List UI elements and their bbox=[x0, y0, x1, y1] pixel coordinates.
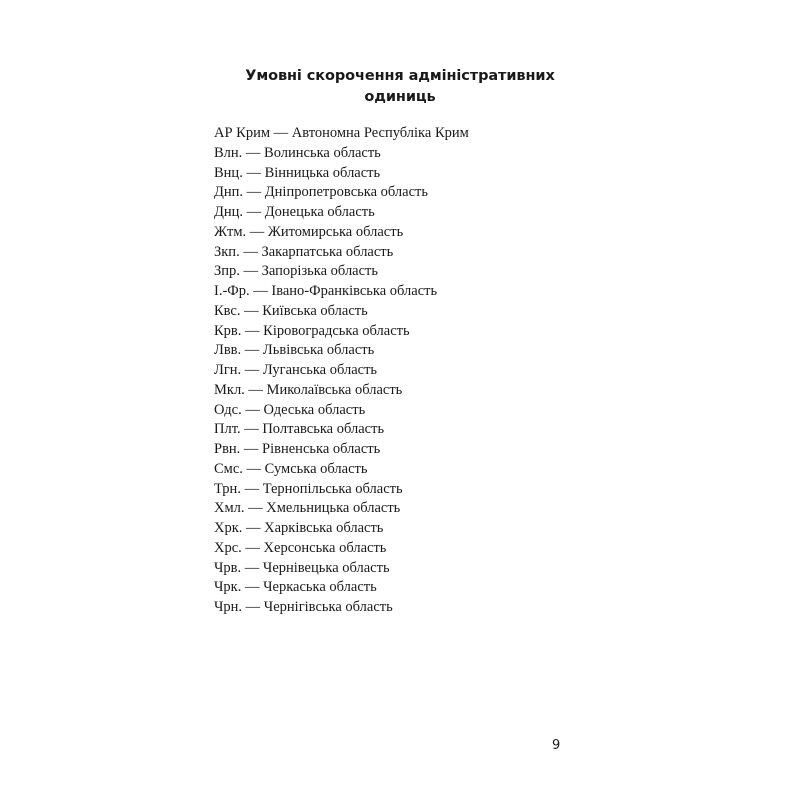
list-item: Смс. — Сумська область bbox=[214, 460, 368, 477]
list-item: І.-Фр. — Івано-Франківська область bbox=[214, 283, 438, 299]
list-item: Влн. — Волинська область bbox=[214, 144, 381, 161]
list-item: Рвн. — Рівненська область bbox=[214, 441, 381, 457]
list-item: Хмл. — Хмельницька область bbox=[214, 500, 401, 517]
list-item: Чрв. — Чернівецька область bbox=[214, 559, 390, 576]
list-item: Мкл. — Миколаївська область bbox=[214, 381, 403, 398]
list-item: Внц. — Вінницька область bbox=[214, 164, 381, 181]
list-item: Хрс. — Херсонська область bbox=[214, 539, 387, 556]
title-line-1: Умовні скорочення адміністративних bbox=[245, 68, 555, 84]
page-number: 9 bbox=[552, 738, 561, 753]
list-item: Чрк. — Черкаська область bbox=[214, 579, 377, 596]
page-title bbox=[200, 66, 600, 108]
abbreviation-list bbox=[214, 124, 469, 618]
list-item: Квс. — Київська область bbox=[214, 302, 368, 319]
list-item: АР Крим — Автономна Республіка Крим bbox=[214, 125, 469, 141]
list-item: Трн. — Тернопільська область bbox=[214, 480, 403, 497]
list-item: Днц. — Донецька область bbox=[214, 204, 375, 220]
list-item: Одс. — Одеська область bbox=[214, 401, 366, 418]
list-item: Лгн. — Луганська область bbox=[214, 362, 378, 378]
list-item: Лвв. — Львівська область bbox=[214, 342, 375, 359]
list-item: Плт. — Полтавська область bbox=[214, 421, 385, 438]
list-item: Жтм. — Житомирська область bbox=[214, 223, 404, 240]
list-item: Зпр. — Запорізька область bbox=[214, 263, 378, 280]
list-item: Днп. — Дніпропетровська область bbox=[214, 184, 428, 201]
title-line-2: одиниць bbox=[364, 89, 436, 105]
list-item: Крв. — Кіровоградська область bbox=[214, 322, 410, 339]
list-item: Чрн. — Чернігівська область bbox=[214, 599, 393, 615]
list-item: Зкп. — Закарпатська область bbox=[214, 243, 394, 260]
list-item: Хрк. — Харківська область bbox=[214, 520, 384, 536]
